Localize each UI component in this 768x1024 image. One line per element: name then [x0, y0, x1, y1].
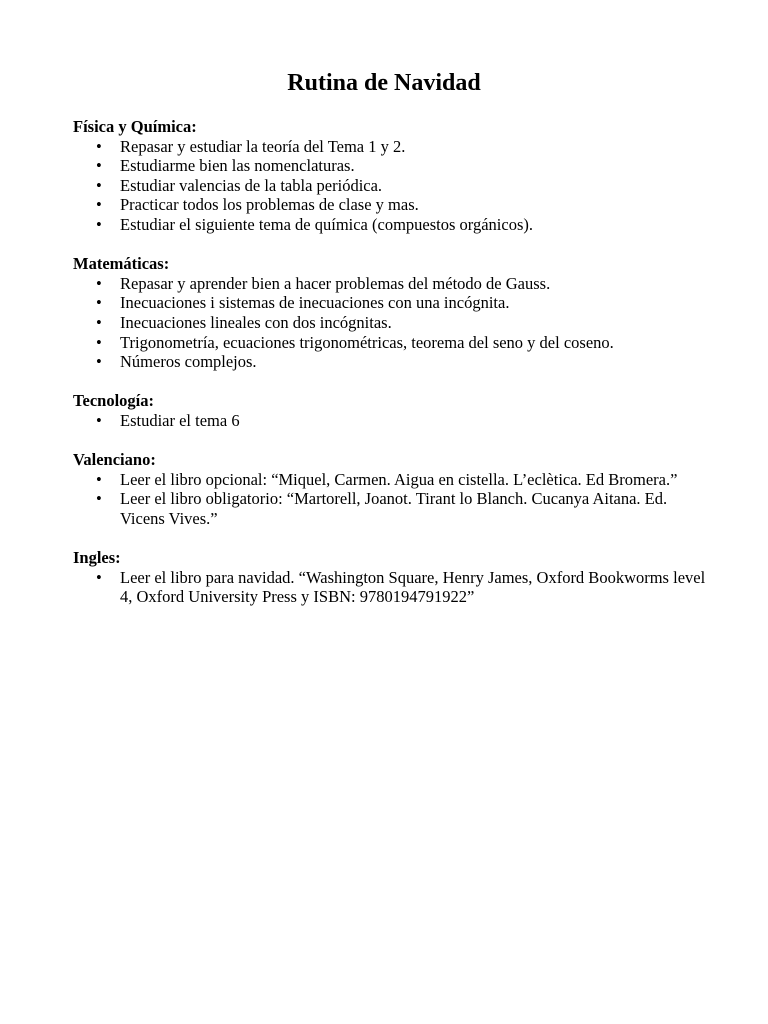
list-item-text: Inecuaciones lineales con dos incógnitas. — [120, 312, 392, 332]
list-item — [73, 568, 713, 607]
bullet-icon: • — [96, 312, 102, 332]
list-item — [73, 470, 713, 490]
bullet-icon: • — [96, 195, 102, 215]
section-heading: Tecnología: — [73, 391, 154, 411]
list-item — [73, 274, 713, 294]
list-item — [73, 137, 713, 157]
list-item-text: Leer el libro para navidad. “Washington Square, Henry James, Oxford Bookworms level 4, Oxford University Press y ISBN: 9780194791922” — [120, 567, 706, 607]
list-item-text: Estudiarme bien las nomenclaturas. — [120, 156, 355, 176]
bullet-list — [73, 137, 713, 235]
section-heading: Valenciano: — [73, 450, 156, 470]
bullet-list — [73, 470, 713, 529]
document-title: Rutina de Navidad — [287, 70, 481, 96]
section-valenciano — [73, 450, 713, 528]
bullet-list — [73, 411, 713, 431]
list-item-text: Repasar y aprender bien a hacer problemas del método de Gauss. — [120, 273, 551, 293]
bullet-icon: • — [96, 352, 102, 372]
list-item-text: Repasar y estudiar la teoría del Tema 1 y 2. — [120, 136, 406, 156]
list-item — [73, 215, 713, 235]
section-heading: Física y Química: — [73, 117, 197, 136]
list-item — [73, 352, 713, 372]
list-item — [73, 333, 713, 353]
section-heading: Ingles: — [73, 548, 121, 568]
bullet-icon: • — [96, 410, 102, 430]
list-item-text: Inecuaciones i sistemas de inecuaciones con una incógnita. — [120, 293, 510, 313]
list-item — [73, 489, 713, 528]
list-item — [73, 313, 713, 333]
list-item — [73, 176, 713, 196]
list-item-text: Leer el libro opcional: “Miquel, Carmen. Aigua en cistella. L’eclètica. Ed Bromera.” — [120, 469, 678, 489]
bullet-icon: • — [96, 293, 102, 313]
section-fisica-quimica — [73, 117, 713, 235]
list-item-text: Practicar todos los problemas de clase y mas. — [120, 195, 419, 215]
list-item-text: Estudiar valencias de la tabla periódica. — [120, 175, 383, 195]
section-matematicas — [73, 254, 713, 372]
bullet-list — [73, 274, 713, 372]
bullet-icon: • — [96, 273, 102, 293]
list-item — [73, 411, 713, 431]
bullet-icon: • — [96, 136, 102, 156]
list-item-text: Leer el libro obligatorio: “Martorell, Joanot. Tirant lo Blanch. Cucanya Aitana. Ed. Vicens Vives.” — [120, 489, 668, 528]
bullet-icon: • — [96, 156, 102, 176]
list-item-text: Números complejos. — [120, 352, 257, 372]
list-item-text: Estudiar el siguiente tema de química (compuestos orgánicos). — [120, 214, 533, 234]
bullet-icon: • — [96, 332, 102, 352]
section-heading: Matemáticas: — [73, 254, 170, 274]
bullet-icon: • — [96, 214, 102, 234]
bullet-icon: • — [96, 175, 102, 195]
section-ingles — [73, 548, 713, 607]
list-item-text: Trigonometría, ecuaciones trigonométricas, teorema del seno y del coseno. — [120, 332, 614, 352]
bullet-icon: • — [96, 489, 102, 509]
list-item — [73, 156, 713, 176]
list-item-text: Estudiar el tema 6 — [120, 410, 240, 430]
list-item — [73, 195, 713, 215]
bullet-icon: • — [96, 469, 102, 489]
bullet-list — [73, 568, 713, 607]
list-item — [73, 293, 713, 313]
bullet-icon: • — [96, 567, 102, 587]
document-body — [73, 117, 713, 626]
section-tecnologia — [73, 391, 713, 430]
